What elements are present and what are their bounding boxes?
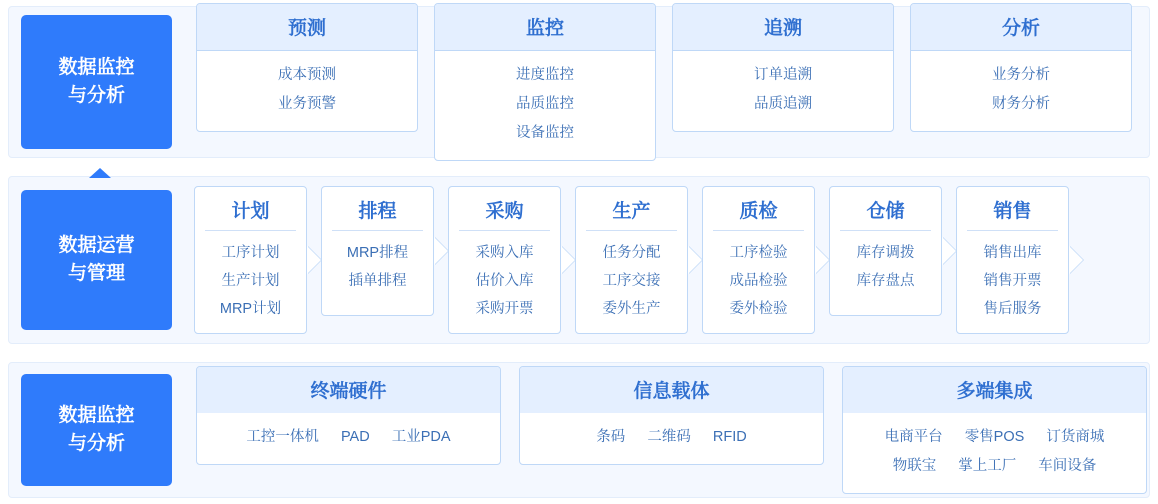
card-traceability-title: 追溯	[673, 4, 893, 51]
divider	[967, 230, 1058, 231]
list-item[interactable]: 库存盘点	[856, 272, 915, 289]
card-sales-items	[957, 239, 1068, 334]
list-item[interactable]: 工序计划	[221, 244, 280, 261]
list-item[interactable]: RFID	[712, 429, 747, 445]
list-item[interactable]: 售后服务	[983, 301, 1042, 318]
chevron-right-icon	[434, 237, 448, 265]
card-information-carrier[interactable]	[519, 366, 824, 465]
divider	[205, 230, 296, 231]
card-plan-items	[195, 239, 306, 334]
card-forecast[interactable]	[196, 3, 418, 132]
list-item[interactable]: 业务预警	[278, 96, 336, 112]
row-label-line-2: 与分析	[67, 85, 125, 106]
divider	[713, 230, 804, 231]
card-multi-terminal-integration[interactable]	[842, 366, 1147, 494]
row-label-data-monitoring-analysis-bottom	[21, 374, 172, 486]
list-item[interactable]: 订货商城	[1046, 429, 1105, 445]
card-monitoring[interactable]	[434, 3, 656, 161]
list-item[interactable]: 财务分析	[992, 96, 1050, 112]
list-item[interactable]: 委外检验	[729, 301, 788, 318]
list-item[interactable]: 品质追溯	[754, 96, 812, 112]
row-label-line-2: 与管理	[67, 263, 125, 284]
card-warehousing-title: 仓储	[866, 200, 905, 222]
list-item[interactable]: 二维码	[647, 429, 691, 445]
list-row	[205, 423, 492, 452]
card-production[interactable]	[575, 186, 688, 335]
list-item[interactable]: 工序交接	[602, 272, 661, 289]
card-production-title: 生产	[612, 200, 651, 222]
row-3-cards	[172, 366, 1157, 494]
list-item[interactable]: 订单追溯	[754, 67, 812, 83]
card-analysis-title: 分析	[911, 4, 1131, 51]
chevron-right-icon	[688, 246, 702, 274]
list-item[interactable]: 采购入库	[475, 244, 534, 261]
row-label-line-1: 数据运营	[58, 234, 135, 256]
chevron-right-icon	[815, 246, 829, 274]
list-item[interactable]: 成品检验	[729, 272, 788, 289]
row-label-line-1: 数据监控	[58, 56, 135, 78]
list-item[interactable]: 工业PDA	[391, 429, 451, 445]
card-analysis[interactable]	[910, 3, 1132, 132]
list-item[interactable]: 品质监控	[516, 96, 574, 112]
list-item[interactable]: 条码	[596, 429, 626, 445]
list-item[interactable]: 销售出库	[983, 244, 1042, 261]
card-monitoring-title: 监控	[435, 4, 655, 51]
chevron-right-icon	[1069, 246, 1083, 274]
list-item[interactable]: 电商平台	[884, 429, 943, 445]
card-quality-inspection-items	[703, 239, 814, 334]
card-multi-terminal-integration-title: 多端集成	[843, 367, 1146, 413]
list-item[interactable]: 委外生产	[602, 301, 661, 318]
card-purchasing-items	[449, 239, 560, 334]
card-scheduling-items	[322, 239, 433, 306]
list-row	[528, 423, 815, 452]
list-row	[851, 423, 1138, 452]
divider	[586, 230, 677, 231]
list-item[interactable]: PAD	[340, 429, 370, 445]
up-arrow-icon	[89, 168, 111, 178]
card-quality-inspection-title: 质检	[739, 200, 778, 222]
divider	[332, 230, 423, 231]
card-terminal-hardware-items	[197, 413, 500, 464]
card-forecast-title: 预测	[197, 4, 417, 51]
card-scheduling-title: 排程	[358, 200, 397, 222]
row-label-line-1: 数据监控	[58, 404, 135, 426]
list-item[interactable]: 掌上工厂	[958, 458, 1017, 474]
list-item[interactable]: 库存调拨	[856, 244, 915, 261]
list-item[interactable]: 进度监控	[516, 67, 574, 83]
row-1-cards	[172, 3, 1149, 161]
row-data-monitoring-analysis	[8, 6, 1150, 158]
row-2-cards	[172, 186, 1149, 335]
card-information-carrier-title: 信息载体	[520, 367, 823, 413]
list-item[interactable]: 估价入库	[475, 272, 534, 289]
row-label-data-operations-management	[21, 190, 172, 330]
card-purchasing[interactable]	[448, 186, 561, 335]
list-item[interactable]: 设备监控	[516, 125, 574, 141]
divider	[459, 230, 550, 231]
list-item[interactable]: 任务分配	[602, 244, 661, 261]
chevron-right-icon	[561, 246, 575, 274]
list-item[interactable]: MRP计划	[219, 301, 282, 318]
divider	[840, 230, 931, 231]
list-item[interactable]: MRP排程	[346, 244, 409, 261]
row-data-collection	[8, 362, 1150, 498]
card-production-items	[576, 239, 687, 334]
card-scheduling[interactable]	[321, 186, 434, 316]
card-information-carrier-items	[520, 413, 823, 464]
card-traceability[interactable]	[672, 3, 894, 132]
list-item[interactable]: 插单排程	[348, 272, 407, 289]
card-purchasing-title: 采购	[485, 200, 524, 222]
card-quality-inspection[interactable]	[702, 186, 815, 335]
card-monitoring-items	[435, 51, 655, 160]
card-terminal-hardware-title: 终端硬件	[197, 367, 500, 413]
row-label-line-2: 与分析	[67, 433, 125, 454]
chevron-right-icon	[307, 246, 321, 274]
card-warehousing-items	[830, 239, 941, 306]
card-warehousing[interactable]	[829, 186, 942, 316]
list-item[interactable]: 采购开票	[475, 301, 534, 318]
list-item[interactable]: 业务分析	[992, 67, 1050, 83]
card-sales[interactable]	[956, 186, 1069, 335]
row-data-operations-management	[8, 176, 1150, 344]
list-item[interactable]: 生产计划	[221, 272, 280, 289]
row-label-data-monitoring-analysis	[21, 15, 172, 149]
card-multi-terminal-integration-items	[843, 413, 1146, 493]
list-item[interactable]: 工控一体机	[246, 429, 319, 445]
list-item[interactable]: 工序检验	[729, 244, 788, 261]
card-sales-title: 销售	[993, 200, 1032, 222]
list-item[interactable]: 物联宝	[892, 458, 937, 474]
list-item[interactable]: 零售POS	[964, 429, 1025, 445]
card-analysis-items	[911, 51, 1131, 131]
card-plan[interactable]	[194, 186, 307, 335]
list-row	[851, 452, 1138, 481]
card-traceability-items	[673, 51, 893, 131]
card-plan-title: 计划	[231, 200, 270, 222]
list-item[interactable]: 成本预测	[278, 67, 336, 83]
chevron-right-icon	[942, 237, 956, 265]
list-item[interactable]: 销售开票	[983, 272, 1042, 289]
card-forecast-items	[197, 51, 417, 131]
card-terminal-hardware[interactable]	[196, 366, 501, 465]
list-item[interactable]: 车间设备	[1038, 458, 1097, 474]
